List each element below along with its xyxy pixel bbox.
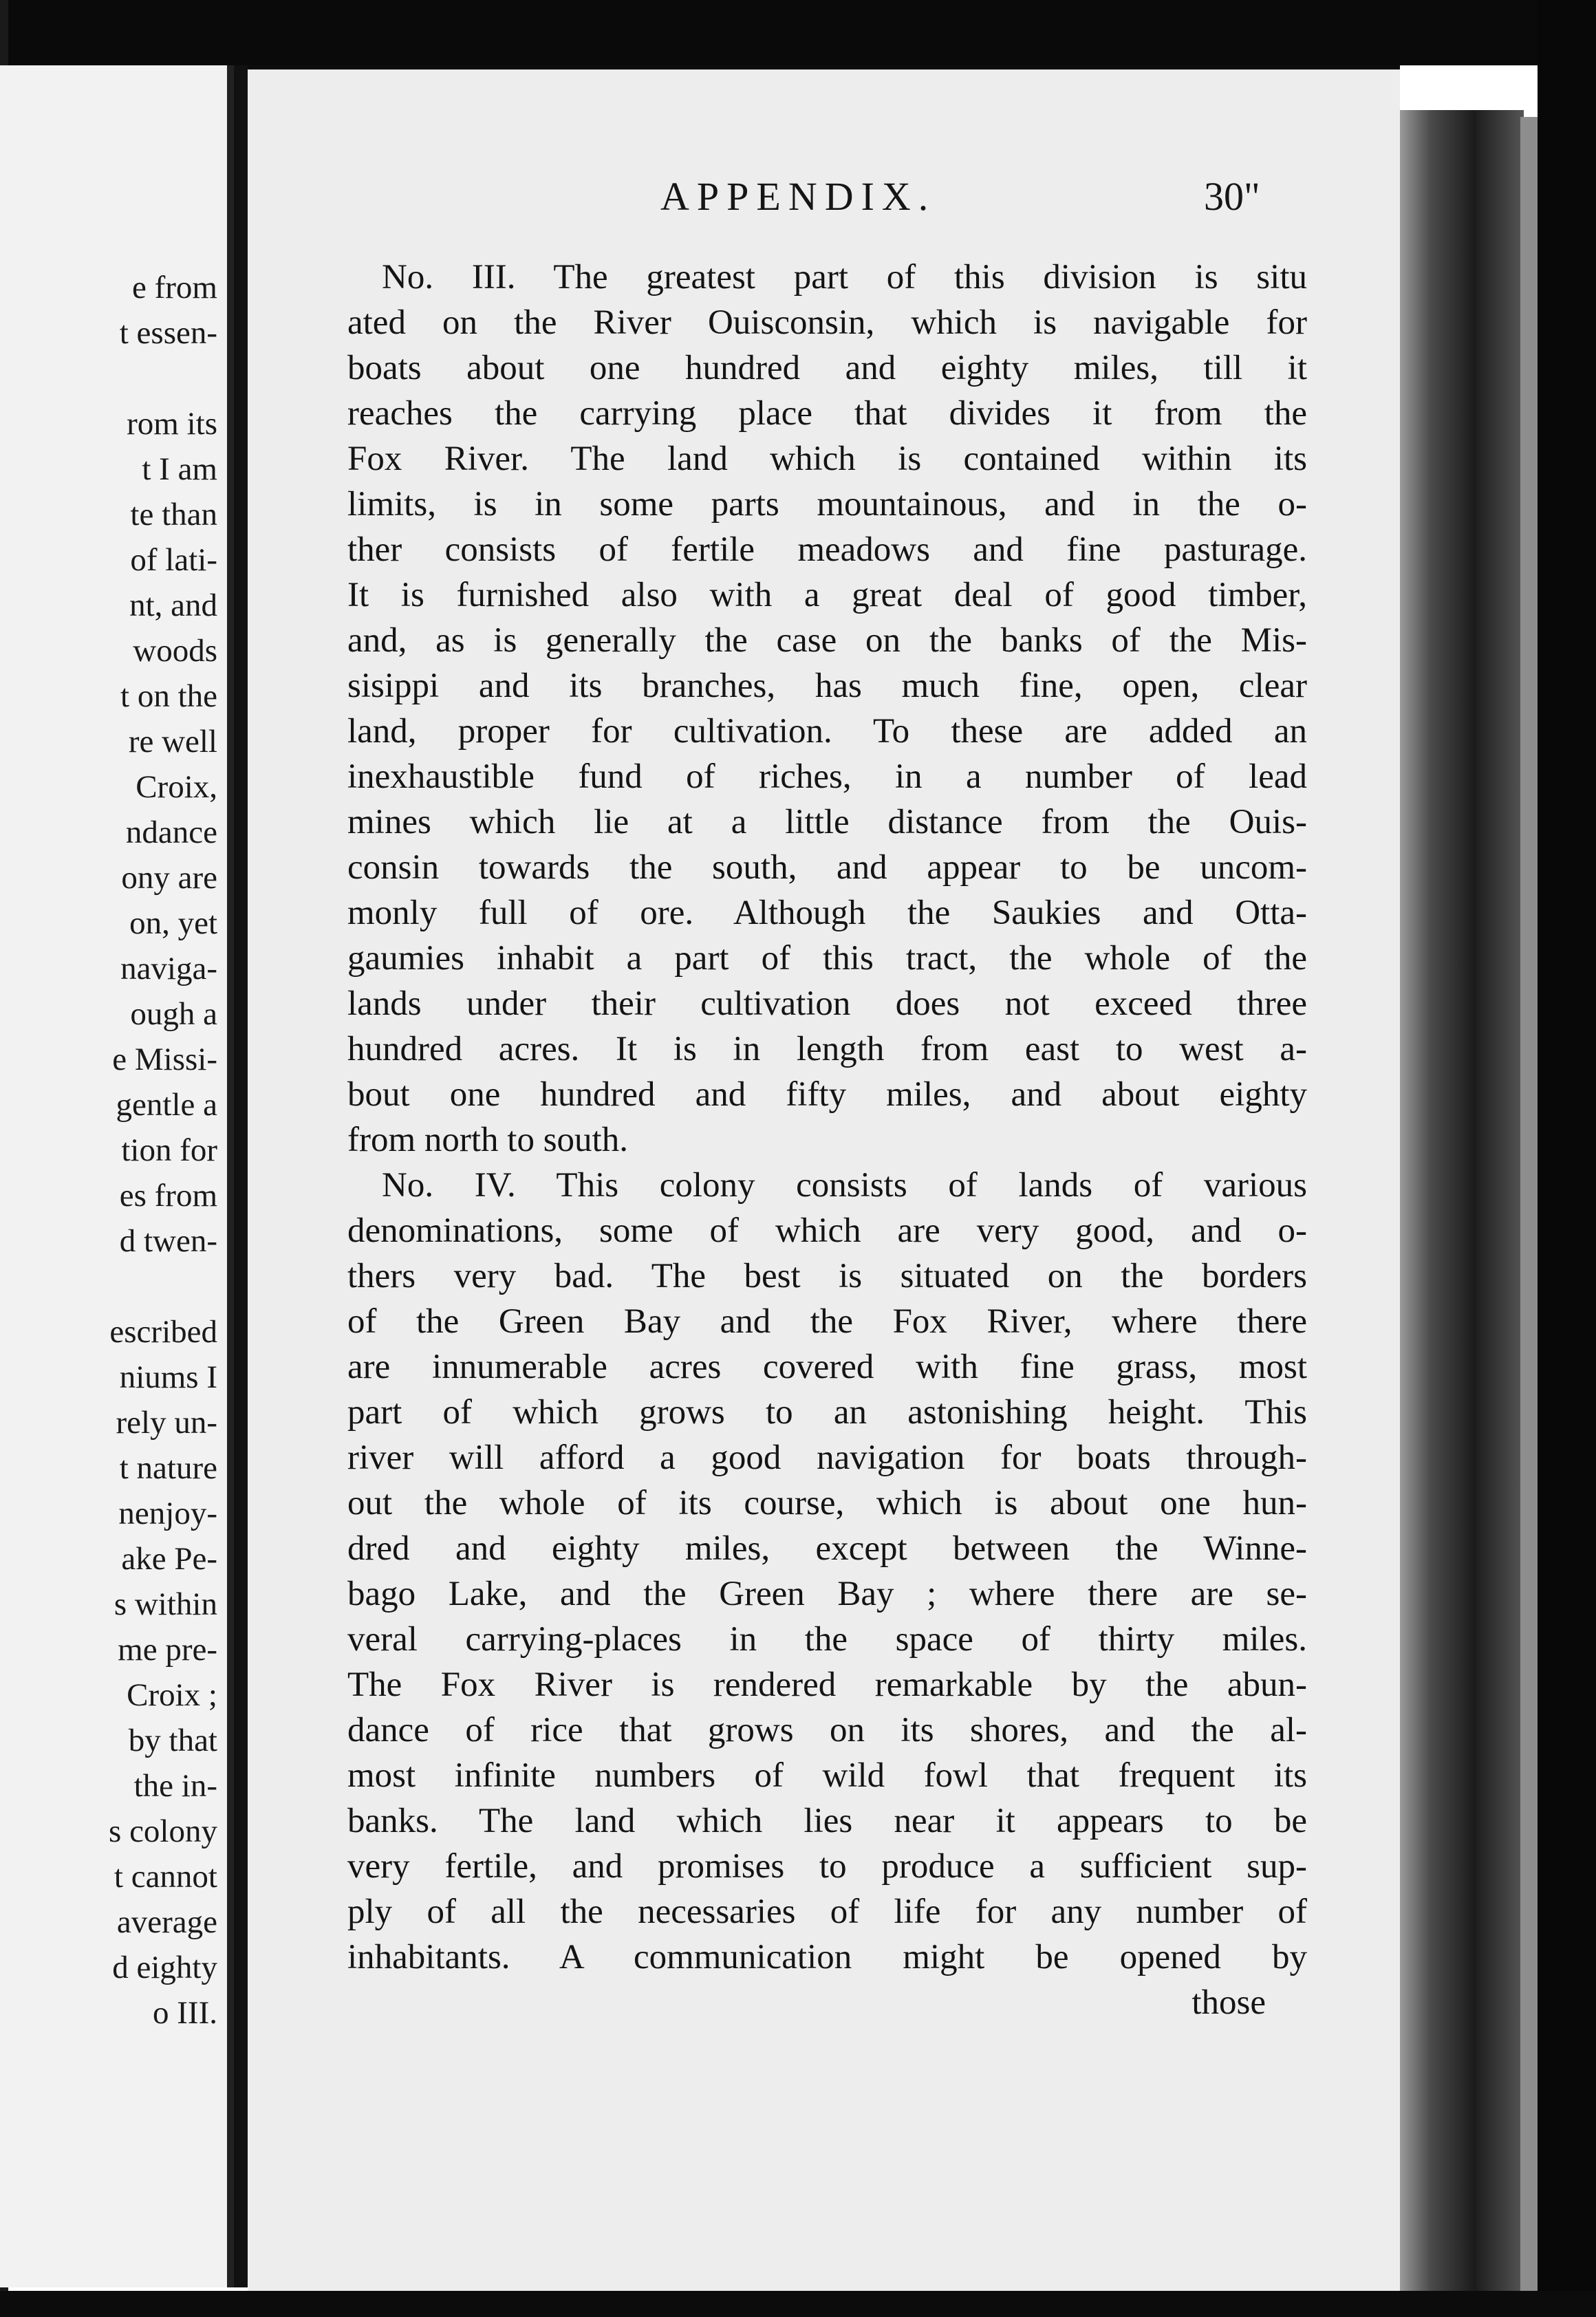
text-line: monly full of ore. Although the Saukies and Otta-: [347, 894, 1307, 932]
facing-page-line: escribed: [109, 1314, 217, 1350]
facing-page-line: the in-: [133, 1768, 217, 1804]
facing-page-line: s within: [114, 1586, 217, 1622]
text-line: thers very bad. The best is situated on the borders: [347, 1257, 1307, 1295]
facing-page-line: [109, 1264, 217, 1309]
facing-page-line: t essen-: [119, 315, 217, 351]
facing-page-line: tion for: [121, 1132, 217, 1168]
facing-page-line: ake Pe-: [121, 1541, 217, 1577]
text-line: gaumies inhabit a part of this tract, the whole of the: [347, 939, 1307, 978]
text-line: land, proper for cultivation. To these are added an: [347, 712, 1307, 751]
facing-page-line: rom its: [127, 406, 217, 442]
facing-page-line: Croix ;: [127, 1677, 217, 1713]
facing-page-line: e Missi-: [112, 1042, 217, 1077]
facing-page-line: s colony: [109, 1813, 217, 1849]
scan-border-right: [1538, 0, 1596, 2317]
facing-page-line: re well: [128, 724, 217, 759]
facing-page-line: on, yet: [129, 905, 217, 941]
text-line: consin towards the south, and appear to be uncom-: [347, 848, 1307, 887]
facing-page-line: t nature: [119, 1450, 217, 1486]
facing-page-line: nenjoy-: [118, 1496, 217, 1531]
facing-page-line: of lati-: [130, 542, 217, 578]
facing-page-line: t cannot: [114, 1859, 217, 1895]
text-line: of the Green Bay and the Fox River, where there: [347, 1302, 1307, 1341]
text-line: ther consists of fertile meadows and fine pasturage.: [347, 530, 1307, 569]
text-line: It is furnished also with a great deal of good timber,: [347, 576, 1307, 614]
text-line: lands under their cultivation does not exceed three: [347, 984, 1307, 1023]
facing-page-line: te than: [130, 497, 217, 532]
facing-page-line: es from: [119, 1178, 217, 1214]
scan-border-bottom: [0, 2291, 1596, 2317]
scan-border-top: [0, 0, 1596, 65]
page-stack-edge: [1520, 117, 1538, 2298]
book-gutter: [234, 65, 248, 2287]
facing-page-line: by that: [128, 1723, 217, 1758]
text-line: most infinite numbers of wild fowl that frequent its: [347, 1756, 1307, 1795]
text-line: from north to south.: [347, 1121, 628, 1159]
text-line: denominations, some of which are very good, and o-: [347, 1211, 1307, 1250]
text-line: hundred acres. It is in length from east to west a-: [347, 1030, 1307, 1068]
facing-page-line: e from: [132, 270, 217, 305]
text-line: Fox River. The land which is contained within its: [347, 440, 1307, 478]
text-line: are innumerable acres covered with fine grass, most: [347, 1348, 1307, 1386]
facing-page-line: ough a: [130, 996, 217, 1032]
facing-page-line: d twen-: [119, 1223, 217, 1259]
text-line: dred and eighty miles, except between the Winne-: [347, 1529, 1307, 1568]
text-line: and, as is generally the case on the banks of the Mis-: [347, 621, 1307, 660]
text-line: very fertile, and promises to produce a sufficient sup-: [347, 1847, 1307, 1886]
text-line: bago Lake, and the Green Bay ; where there are se-: [347, 1575, 1307, 1613]
facing-page-line: naviga-: [120, 951, 217, 987]
text-line: reaches the carrying place that divides it from the: [347, 394, 1307, 433]
text-line: out the whole of its course, which is about one hun-: [347, 1484, 1307, 1522]
text-line: No. IV. This colony consists of lands of various: [382, 1166, 1307, 1205]
facing-page-fragment: [0, 65, 234, 2287]
text-line: veral carrying-places in the space of thirty miles.: [347, 1620, 1307, 1659]
text-line: ply of all the necessaries of life for any number of: [347, 1893, 1307, 1931]
text-line: dance of rice that grows on its shores, and the al-: [347, 1711, 1307, 1749]
facing-page-line: gentle a: [116, 1087, 217, 1123]
body-text: [347, 255, 1307, 2025]
text-line: ated on the River Ouisconsin, which is navigable for: [347, 303, 1307, 342]
facing-page-line: ndance: [125, 815, 217, 850]
text-line: inhabitants. A communication might be opened by: [347, 1938, 1307, 1976]
text-line: river will afford a good navigation for boats through-: [347, 1438, 1307, 1477]
text-line: The Fox River is rendered remarkable by the abun-: [347, 1666, 1307, 1704]
facing-page-line: woods: [133, 633, 217, 669]
page-number: 30": [1204, 174, 1260, 219]
text-line: part of which grows to an astonishing height. This: [347, 1393, 1307, 1432]
facing-page-line: t on the: [120, 678, 217, 714]
text-line: banks. The land which lies near it appears to be: [347, 1802, 1307, 1840]
text-line: No. III. The greatest part of this division is situ: [382, 258, 1307, 297]
text-line: mines which lie at a little distance from the Ouis-: [347, 803, 1307, 841]
facing-page-line: [109, 356, 217, 401]
facing-page-line: niums I: [119, 1359, 217, 1395]
page-edge-shadow: [1400, 110, 1524, 2298]
facing-page-line: me pre-: [118, 1632, 217, 1668]
text-line: boats about one hundred and eighty miles, till it: [347, 349, 1307, 387]
facing-page-line: ony are: [121, 860, 217, 896]
facing-page-line: d eighty: [112, 1950, 217, 1985]
facing-page-line: average: [116, 1904, 217, 1940]
facing-page-line: rely un-: [116, 1405, 217, 1441]
text-line: bout one hundred and fifty miles, and about eighty: [347, 1075, 1307, 1114]
text-line: limits, is in some parts mountainous, and in the o-: [347, 485, 1307, 524]
facing-page-line: Croix,: [136, 769, 217, 805]
running-head: APPENDIX.: [660, 174, 936, 219]
facing-page-line: t I am: [142, 451, 217, 487]
facing-page-line: o III.: [153, 1995, 217, 2031]
catchword: those: [1191, 1983, 1266, 2022]
facing-page-line: nt, and: [129, 588, 217, 623]
text-line: sisippi and its branches, has much fine, open, clear: [347, 667, 1307, 705]
text-line: inexhaustible fund of riches, in a number of lead: [347, 757, 1307, 796]
facing-page-text: [109, 265, 217, 2036]
